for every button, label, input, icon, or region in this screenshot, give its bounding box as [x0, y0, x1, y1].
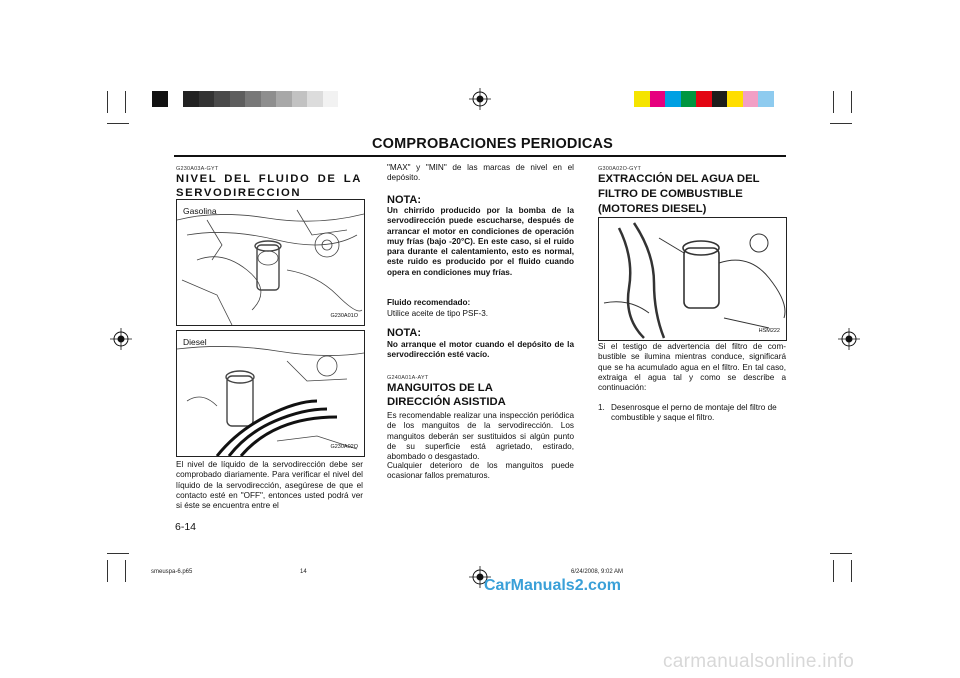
crop-mark: [851, 91, 852, 113]
note-heading: NOTA:: [387, 327, 422, 339]
footer-date: 6/24/2008, 9:02 AM: [571, 569, 624, 575]
body-paragraph: Si el testigo de advertencia del filtro de com-bustible se ilumina mientras conduce, significará que se ha acumulado agua en el filtro. En tal caso, extraiga el agua tal y como se describe a continuación:: [598, 342, 786, 393]
section-code: G230A03A-GYT: [176, 166, 219, 172]
footer-filename: smeuspa-6.p65: [151, 569, 193, 575]
color-swatch: [665, 91, 681, 107]
page-number: 6-14: [175, 521, 197, 533]
color-swatch: [634, 91, 650, 107]
color-swatch: [712, 91, 728, 107]
fluid-heading: Fluido recomendado:: [387, 298, 471, 307]
color-swatch: [681, 91, 697, 107]
color-swatch: [261, 91, 277, 107]
crop-mark: [107, 553, 129, 554]
engine-bay-illustration: [177, 331, 364, 456]
section-code: G240A01A-AYT: [387, 375, 429, 381]
figure-label: Diesel: [183, 337, 207, 347]
color-swatch: [199, 91, 215, 107]
grayscale-color-bar: [152, 91, 338, 107]
fuel-filter-illustration: [599, 218, 786, 340]
body-paragraph: "MAX" y "MIN" de las marcas de nivel en el depósito.: [387, 163, 574, 183]
crop-mark: [833, 91, 834, 113]
crop-mark: [125, 91, 126, 113]
color-swatch: [230, 91, 246, 107]
figure-diesel: [176, 330, 365, 457]
color-swatch: [152, 91, 168, 107]
color-swatch: [168, 91, 184, 107]
color-swatch: [743, 91, 759, 107]
cmyk-color-bar: [634, 91, 789, 107]
crop-mark: [125, 560, 126, 582]
crop-mark: [833, 560, 834, 582]
registration-mark-icon: [838, 328, 860, 350]
color-swatch: [323, 91, 339, 107]
color-swatch: [727, 91, 743, 107]
figure-code: G230A02O: [330, 444, 358, 450]
color-swatch: [292, 91, 308, 107]
body-paragraph: El nivel de líquido de la servodirección debe ser comprobado diariamente. Para verificar el nivel del líquido de la servodirección, asegúrese de que el contacto esté en "OFF", entonces usted podrá ver si éste se encuentra entre el: [176, 460, 363, 511]
step-text: Desenrosque el perno de montaje del filtro de combustible y saque el filtro.: [611, 403, 777, 423]
body-paragraph: Cualquier deterioro de los manguitos puede ocasionar fallos prematuros.: [387, 461, 574, 481]
color-swatch: [696, 91, 712, 107]
watermark-text: carmanualsonline.info: [663, 651, 855, 672]
page-title: COMPROBACIONES PERIODICAS: [372, 136, 614, 152]
color-swatch: [245, 91, 261, 107]
body-paragraph: Es recomendable realizar una inspección periódica de los manguitos de la servodirección. Los manguitos deberán ser sustituidos si algún punto de su superficie está agrietado, estirado, abombado o desgastado.: [387, 411, 574, 462]
step-number: 1.: [598, 403, 605, 412]
color-swatch: [774, 91, 790, 107]
section-heading: MANGUITOS DE LA DIRECCIÓN ASISTIDA: [387, 382, 506, 408]
crop-mark: [107, 91, 108, 113]
color-swatch: [214, 91, 230, 107]
figure-fuel-filter: [598, 217, 787, 341]
engine-bay-illustration: [177, 200, 364, 325]
color-swatch: [307, 91, 323, 107]
color-swatch: [650, 91, 666, 107]
color-swatch: [276, 91, 292, 107]
footer-page: 14: [300, 569, 307, 575]
crop-mark: [107, 123, 129, 124]
section-code: G300A02O-GYT: [598, 166, 642, 172]
crop-mark: [830, 553, 852, 554]
registration-mark-icon: [110, 328, 132, 350]
watermark-link[interactable]: CarManuals2.com: [484, 577, 621, 594]
color-swatch: [183, 91, 199, 107]
figure-code: HSM222: [758, 328, 780, 334]
section-heading: EXTRACCIÓN DEL AGUA DEL FILTRO DE COMBUSTIBLE (MOTORES DIESEL): [598, 173, 760, 215]
fluid-body: Utilice aceite de tipo PSF-3.: [387, 309, 489, 318]
registration-mark-icon: [469, 88, 491, 110]
section-heading: NIVEL DEL FLUIDO DE LA SERVODIRECCION: [176, 173, 362, 199]
crop-mark: [851, 560, 852, 582]
figure-code: G230A01O: [330, 313, 358, 319]
color-swatch: [758, 91, 774, 107]
figure-label: Gasolina: [183, 206, 217, 216]
figure-gasolina: [176, 199, 365, 326]
note-heading: NOTA:: [387, 194, 422, 206]
crop-mark: [107, 560, 108, 582]
note-body: No arranque el motor cuando el depósito de la servodirección esté vacío.: [387, 340, 574, 360]
title-rule: [174, 155, 786, 157]
crop-mark: [830, 123, 852, 124]
note-body: Un chirrido producido por la bomba de la servodirección puede escucharse, después de arrancar el motor en condiciones de operación muy frías (bajo -20°C). En este caso, si el ruido para durante el calentamiento, esto es normal, este ruido es producido por el fluido cuando opera en condiciones muy frías.: [387, 206, 574, 277]
